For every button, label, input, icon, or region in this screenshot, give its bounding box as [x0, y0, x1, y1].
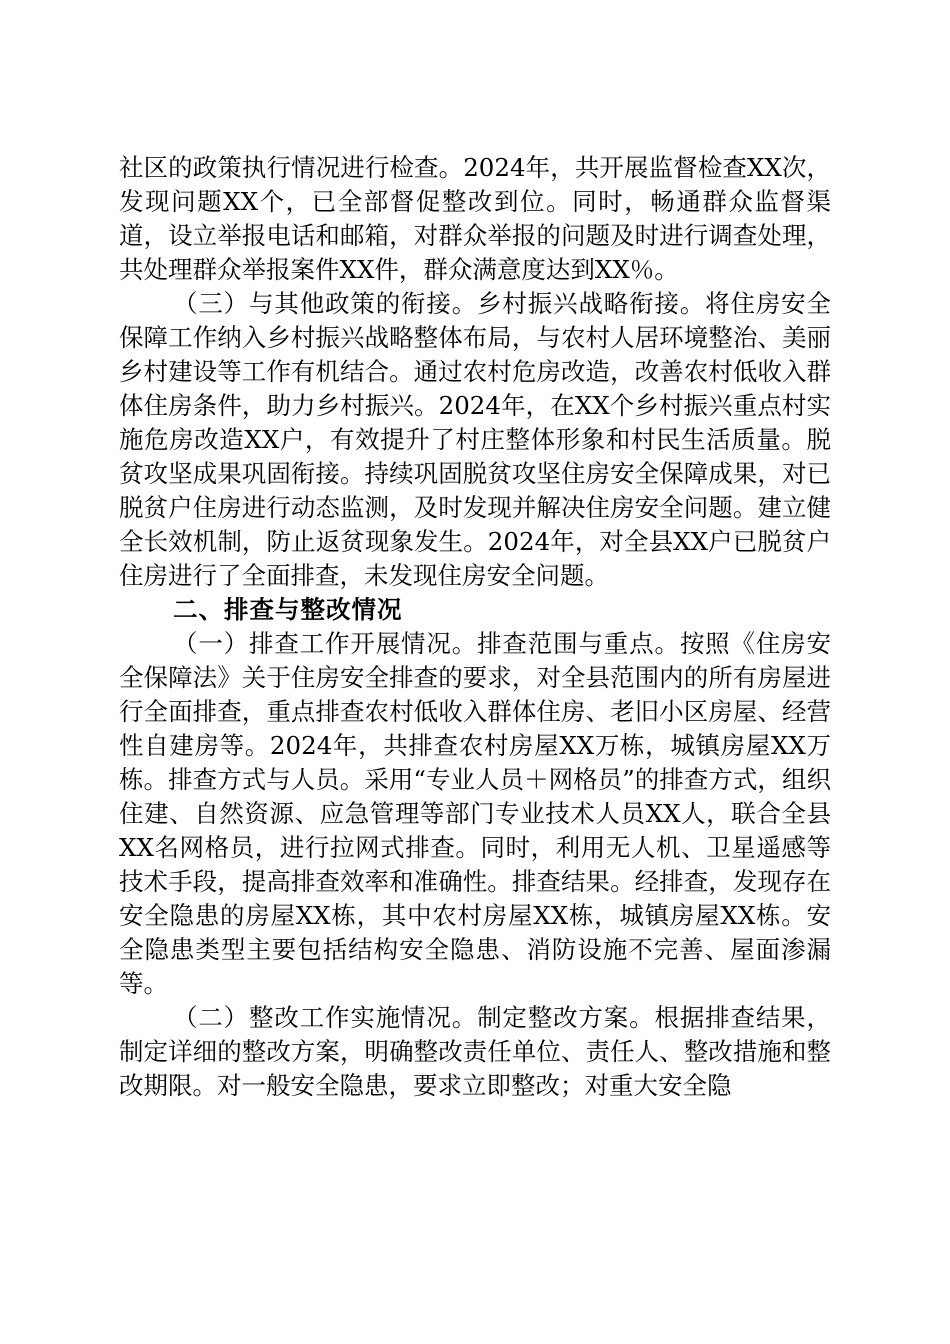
- section-heading: 二、排查与整改情况: [173, 595, 403, 624]
- paragraph-policy-linkage: [119, 287, 831, 593]
- document-body: [119, 151, 831, 1103]
- paragraph-supervision: [119, 151, 831, 287]
- paragraph-lead: （二）整改工作实施情况。: [173, 1003, 478, 1032]
- paragraph-text: 排查范围与重点。按照《住房安全保障法》关于住房安全排查的要求，对全县范围内的所有房屋进行全面排查，重点排查农村低收入群体住房、老旧小区房屋、经营性自建房等。2024年，共排查农村房屋XX万栋，城镇房屋XX万栋。排查方式与人员。采用“专业人员＋网格员”的排查方式，组织住建、自然资源、应急管理等部门专业技术人员XX人，联合全县XX名网格员，进行拉网式排查。同时，利用无人机、卫星遥感等技术手段，提高排查效率和准确性。排查结果。经排查，发现存在安全隐患的房屋XX栋，其中农村房屋XX栋，城镇房屋XX栋。安全隐患类型主要包括结构安全隐患、消防设施不完善、屋面渗漏等。: [119, 629, 832, 998]
- paragraph-lead: （一）排查工作开展情况。: [173, 629, 478, 658]
- paragraph-text: 社区的政策执行情况进行检查。2024年，共开展监督检查XX次，发现问题XX个，已全部督促整改到位。同时，畅通群众监督渠道，设立举报电话和邮箱，对群众举报的问题及时进行调查处理，共处理群众举报案件XX件，群众满意度达到XX％。: [119, 153, 831, 284]
- paragraph-lead: （三）与其他政策的衔接。: [173, 289, 478, 318]
- paragraph-text: 乡村振兴战略衔接。将住房安全保障工作纳入乡村振兴战略整体布局，与农村人居环境整治、美丽乡村建设等工作有机结合。通过农村危房改造，改善农村低收入群体住房条件，助力乡村振兴。2024年，在XX个乡村振兴重点村实施危房改造XX户，有效提升了村庄整体形象和村民生活质量。脱贫攻坚成果巩固衔接。持续巩固脱贫攻坚住房安全保障成果，对已脱贫户住房进行动态监测，及时发现并解决住房安全问题。建立健全长效机制，防止返贫现象发生。2024年，对全县XX户已脱贫户住房进行了全面排查，未发现住房安全问题。: [119, 289, 832, 590]
- paragraph-inspection: [119, 627, 831, 1001]
- paragraph-text: 制定整改方案。根据排查结果，制定详细的整改方案，明确整改责任单位、责任人、整改措施和整改期限。对一般安全隐患，要求立即整改；对重大安全隐: [119, 1003, 832, 1100]
- paragraph-rectification: [119, 1001, 831, 1103]
